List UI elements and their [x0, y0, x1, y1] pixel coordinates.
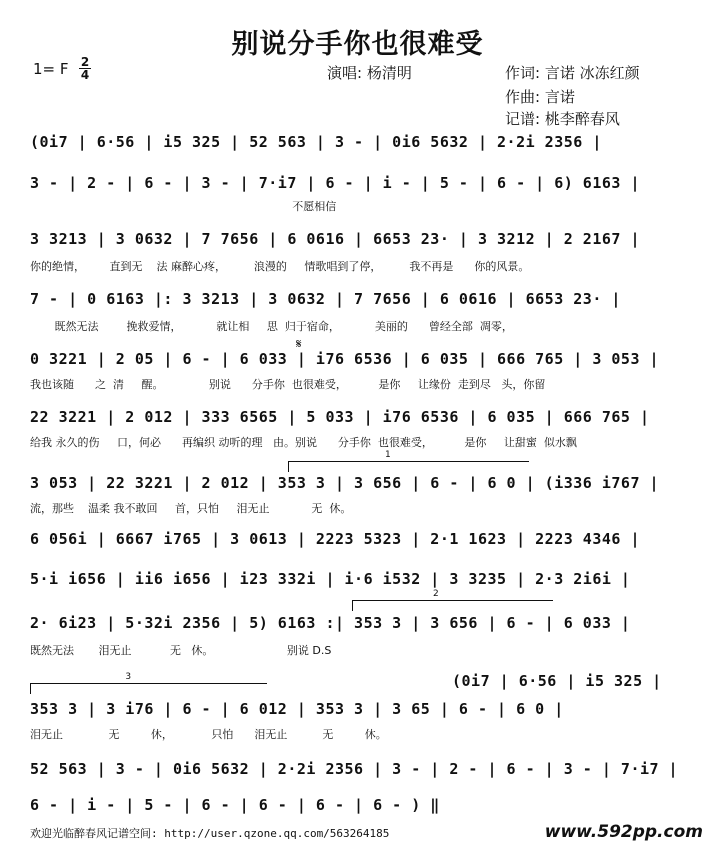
notation-row-12: 52 563 | 3 - | 0i6 5632 | 2·2i 2356 | 3 - | 2 - | 6 - | 3 - | 7·i7 | — [30, 760, 679, 778]
notation-row-6: 22 3221 | 2 012 | 333 6565 | 5 033 | i76 6536 | 6 035 | 666 765 | — [30, 408, 650, 426]
notation-row-13: 6 - | i - | 5 - | 6 - | 6 - | 6 - | 6 - ) ‖ — [30, 796, 440, 814]
lyric-row-7: 流，那些 温柔 我不敢回 首，只怕 泪无止 无 休。 — [30, 502, 352, 515]
lyric-row-3: 你的绝情， 直到无 法 麻醉心疼， 浪漫的 情歌唱到了停， 我不再是 你的风景。 — [30, 260, 530, 273]
lyricist-credit: 作词: 言诺 冰冻红颜 — [505, 64, 640, 82]
lyric-row-10: 既然无法 泪无止 无 休。 别说 D.S — [30, 644, 332, 657]
singer-credit: 演唱: 杨清明 — [327, 64, 412, 82]
notation-row-9: 5·i i656 | ii6 i656 | i23 332i | i·6 i532 | 3 3235 | 2·3 2i6i | — [30, 570, 631, 588]
site-watermark: www.592pp.com — [544, 822, 703, 842]
lyric-row-2: 不愿相信 — [30, 200, 337, 213]
song-title: 别说分手你也很难受 — [231, 29, 484, 60]
notation-row-11-prefix: (0i7 | 6·56 | i5 325 | — [452, 672, 662, 690]
lyric-row-4: 既然无法 挽救爱情， 就让相 思 归于宿命， 美丽的 曾经全部 凋零， — [30, 320, 513, 333]
time-signature-top: 2 — [80, 55, 90, 69]
time-signature — [78, 56, 92, 81]
time-signature-bottom: 4 — [80, 68, 90, 82]
ending-bracket-3 — [30, 672, 267, 694]
notation-row-5: 0 3221 | 2 05 | 6 - | 6 033 | i76 6536 | 6 035 | 666 765 | 3 053 | — [30, 350, 660, 368]
ending-bracket-1 — [288, 450, 529, 472]
segno-sign: 𝄋 — [296, 337, 302, 352]
notation-row-4: 7 - | 0 6163 |: 3 3213 | 3 0632 | 7 7656 | 6 0616 | 6653 23· | — [30, 290, 621, 308]
ending-number-2: 2 — [433, 589, 439, 599]
key-signature: 1= F — [33, 60, 69, 78]
lyric-row-6: 给我 永久的伤 口，何必 再编织 动听的理 由。别说 分手你 也很难受， 是你 让甜蜜 似水飘 — [30, 436, 577, 449]
lyric-row-11: 泪无止 无 休， 只怕 泪无止 无 休。 — [30, 728, 387, 741]
ending-number-3: 3 — [125, 672, 132, 682]
composer-credit: 作曲: 言诺 — [505, 88, 575, 106]
notation-row-2: 3 - | 2 - | 6 - | 3 - | 7·i7 | 6 - | i - | 5 - | 6 - | 6) 6163 | — [30, 174, 640, 192]
ending-number-1: 1 — [385, 450, 391, 460]
footer-text: 欢迎光临醉春风记谱空间: http://user.qzone.qq.com/563264185 — [30, 827, 390, 840]
ending-bracket-2 — [352, 589, 553, 611]
notation-row-8: 6 056i | 6667 i765 | 3 0613 | 2223 5323 | 2·1 1623 | 2223 4346 | — [30, 530, 640, 548]
notation-row-11: 353 3 | 3 i76 | 6 - | 6 012 | 353 3 | 3 65 | 6 - | 6 0 | — [30, 700, 564, 718]
notation-row-7: 3 053 | 22 3221 | 2 012 | 353 3 | 3 656 | 6 - | 6 0 | (i336 i767 | — [30, 474, 660, 492]
notation-row-10: 2· 6i23 | 5·32i 2356 | 5) 6163 :| 353 3 | 3 656 | 6 - | 6 033 | — [30, 614, 631, 632]
lyric-row-5: 我也该随 之 清 醒。 别说 分手你 也很难受， 是你 让缘份 走到尽 头，你留 — [30, 378, 546, 391]
transcriber-credit: 记谱: 桃李醉春风 — [505, 110, 620, 128]
notation-row-3: 3 3213 | 3 0632 | 7 7656 | 6 0616 | 6653 23· | 3 3212 | 2 2167 | — [30, 230, 640, 248]
notation-row-1: (0i7 | 6·56 | i5 325 | 52 563 | 3 - | 0i6 5632 | 2·2i 2356 | — [30, 133, 602, 151]
